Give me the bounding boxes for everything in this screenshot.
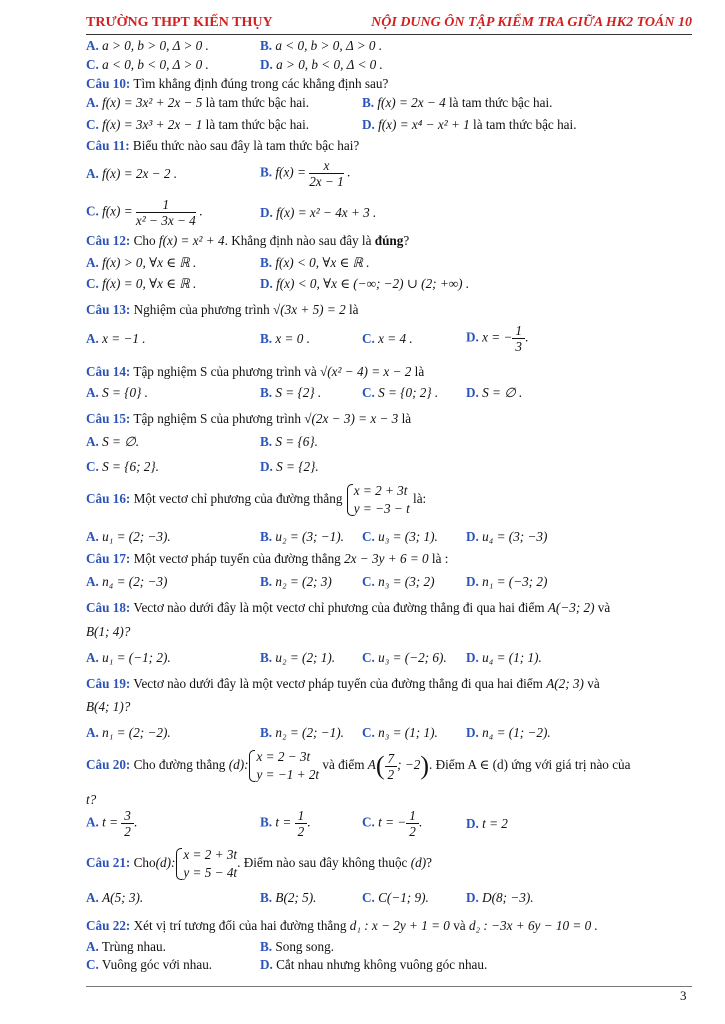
question-22: Câu 22: Xét vị trí tương đối của hai đường thẳng d₁ : x − 2y + 1 = 0 và d₂ : −3x + 6y − 10 = 0 . <box>86 918 598 933</box>
q11-b-fraction: $\frac{x}{2x - 1}$ <box>309 158 344 189</box>
q22-options-row-2: C. Vuông góc với nhau. D. Cắt nhau nhưng không vuông góc nhau. <box>86 957 488 972</box>
school-name: TRƯỜNG THPT KIẾN THỤY <box>86 15 273 30</box>
question-14: Câu 14: Tập nghiệm S của phương trình và √(x² − 4) = x − 2 là <box>86 364 425 379</box>
q19-options: A. n₁ = (2; −2). B. n₂ = (2; −1). C. n₃ = (1; 1). D. n₄ = (1; −2). <box>86 725 551 740</box>
q21-line-system: x = 2 + 3t y = 5 − 4t <box>175 846 237 882</box>
question-13: Câu 13: Nghiệm của phương trình √(3x + 5) = 2 là <box>86 302 359 317</box>
q13-d-fraction: $\frac{1}{3}$ <box>512 323 525 354</box>
q11-c-fraction: $\frac{1}{\text{x² − 3x − 4}}$ <box>135 197 196 228</box>
q18-options: A. u₁ = (−1; 2). B. u₂ = (2; 1). C. u₃ = (−2; 6). D. u₄ = (1; 1). <box>86 650 542 665</box>
q20-line-system: x = 2 − 3t y = −1 + 2t <box>248 748 319 784</box>
question-10: Câu 10: Tìm khẳng định đúng trong các khẳng định sau? <box>86 76 389 91</box>
question-20: Câu 20: Cho đường thẳng (d): x = 2 − 3t y = −1 + 2t và điểm A( $\frac{7}{2}$ ; −2). Điểm A ∈ (d) ứng với giá trị nào của <box>86 749 631 782</box>
q15-options-row-2: C. S = {6; 2}. D. S = {2}. <box>86 459 319 474</box>
q20-b-fraction: $\frac{1}{2}$ <box>295 808 308 839</box>
q15-options-row-1: A. S = ∅. B. S = {6}. <box>86 434 318 449</box>
q20-point-fraction: $\frac{7}{2}$ <box>385 751 398 782</box>
footer-divider <box>86 986 692 987</box>
prev-options-row-1: A. a > 0, b > 0, Δ > 0 . B. a < 0, b > 0, Δ > 0 . <box>86 38 383 53</box>
q12-options-row-1: A. f(x) > 0, ∀x ∈ ℝ . B. f(x) < 0, ∀x ∈ ℝ . <box>86 255 370 270</box>
question-12: Câu 12: Cho f(x) = x² + 4. Khẳng định nào sau đây là đúng? <box>86 233 410 248</box>
q22-options-row-1: A. Trùng nhau. B. Song song. <box>86 939 335 954</box>
prev-options-row-2: C. a < 0, b < 0, Δ > 0 . D. a > 0, b < 0, Δ < 0 . <box>86 57 383 72</box>
q17-options: A. n₄ = (2; −3) B. n₂ = (2; 3) C. n₃ = (3; 2) D. n₁ = (−3; 2) <box>86 574 548 589</box>
q10-options-row-1: A. f(x) = 3x² + 2x − 5 là tam thức bậc hai. B. f(x) = 2x − 4 là tam thức bậc hai. <box>86 95 553 110</box>
question-11: Câu 11: Biểu thức nào sau đây là tam thức bậc hai? <box>86 138 360 153</box>
page-number: 3 <box>680 988 687 1003</box>
q16-options: A. u₁ = (2; −3). B. u₂ = (3; −1). C. u₃ = (3; 1). D. u₄ = (3; −3) <box>86 529 548 544</box>
q21-options: A. A(5; 3). B. B(2; 5). C. C(−1; 9). D. D(8; −3). <box>86 890 534 905</box>
question-19-cont: B(4; 1)? <box>86 699 131 714</box>
q20-a-fraction: $\frac{3}{2}$ <box>121 808 134 839</box>
question-18-cont: B(1; 4)? <box>86 624 131 639</box>
question-20-cont: t? <box>86 792 97 807</box>
question-15: Câu 15: Tập nghiệm S của phương trình √(2x − 3) = x − 3 là <box>86 411 412 426</box>
q20-c-fraction: $\frac{1}{2}$ <box>406 808 419 839</box>
q12-options-row-2: C. f(x) = 0, ∀x ∈ ℝ . D. f(x) < 0, ∀x ∈ (−∞; −2) ∪ (2; +∞) . <box>86 276 470 291</box>
question-17: Câu 17: Một vectơ pháp tuyến của đường thẳng 2x − 3y + 6 = 0 là : <box>86 551 449 566</box>
q16-line-system: x = 2 + 3t y = −3 − t <box>346 482 410 518</box>
question-19: Câu 19: Vectơ nào dưới đây là một vectơ pháp tuyến của đường thẳng đi qua hai điểm A(2; 3) và <box>86 676 600 691</box>
question-18: Câu 18: Vectơ nào dưới đây là một vectơ chỉ phương của đường thẳng đi qua hai điểm A(−3; 2) và <box>86 600 611 615</box>
question-21: Câu 21: Cho(d): x = 2 + 3t y = 5 − 4t . Điểm nào sau đây không thuộc (d)? <box>86 847 432 880</box>
q10-options-row-2: C. f(x) = 3x³ + 2x − 1 là tam thức bậc hai. D. f(x) = x⁴ − x² + 1 là tam thức bậc hai. <box>86 117 577 132</box>
page-header <box>86 14 692 35</box>
subject-title: NỘI DUNG ÔN TẬP KIỂM TRA GIỮA HK2 TOÁN 10 <box>371 15 692 30</box>
q14-options: A. S = {0} . B. S = {2} . C. S = {0; 2} . D. S = ∅ . <box>86 385 523 400</box>
question-16: Câu 16: Một vectơ chỉ phương của đường thẳng x = 2 + 3t y = −3 − t là: <box>86 483 427 516</box>
